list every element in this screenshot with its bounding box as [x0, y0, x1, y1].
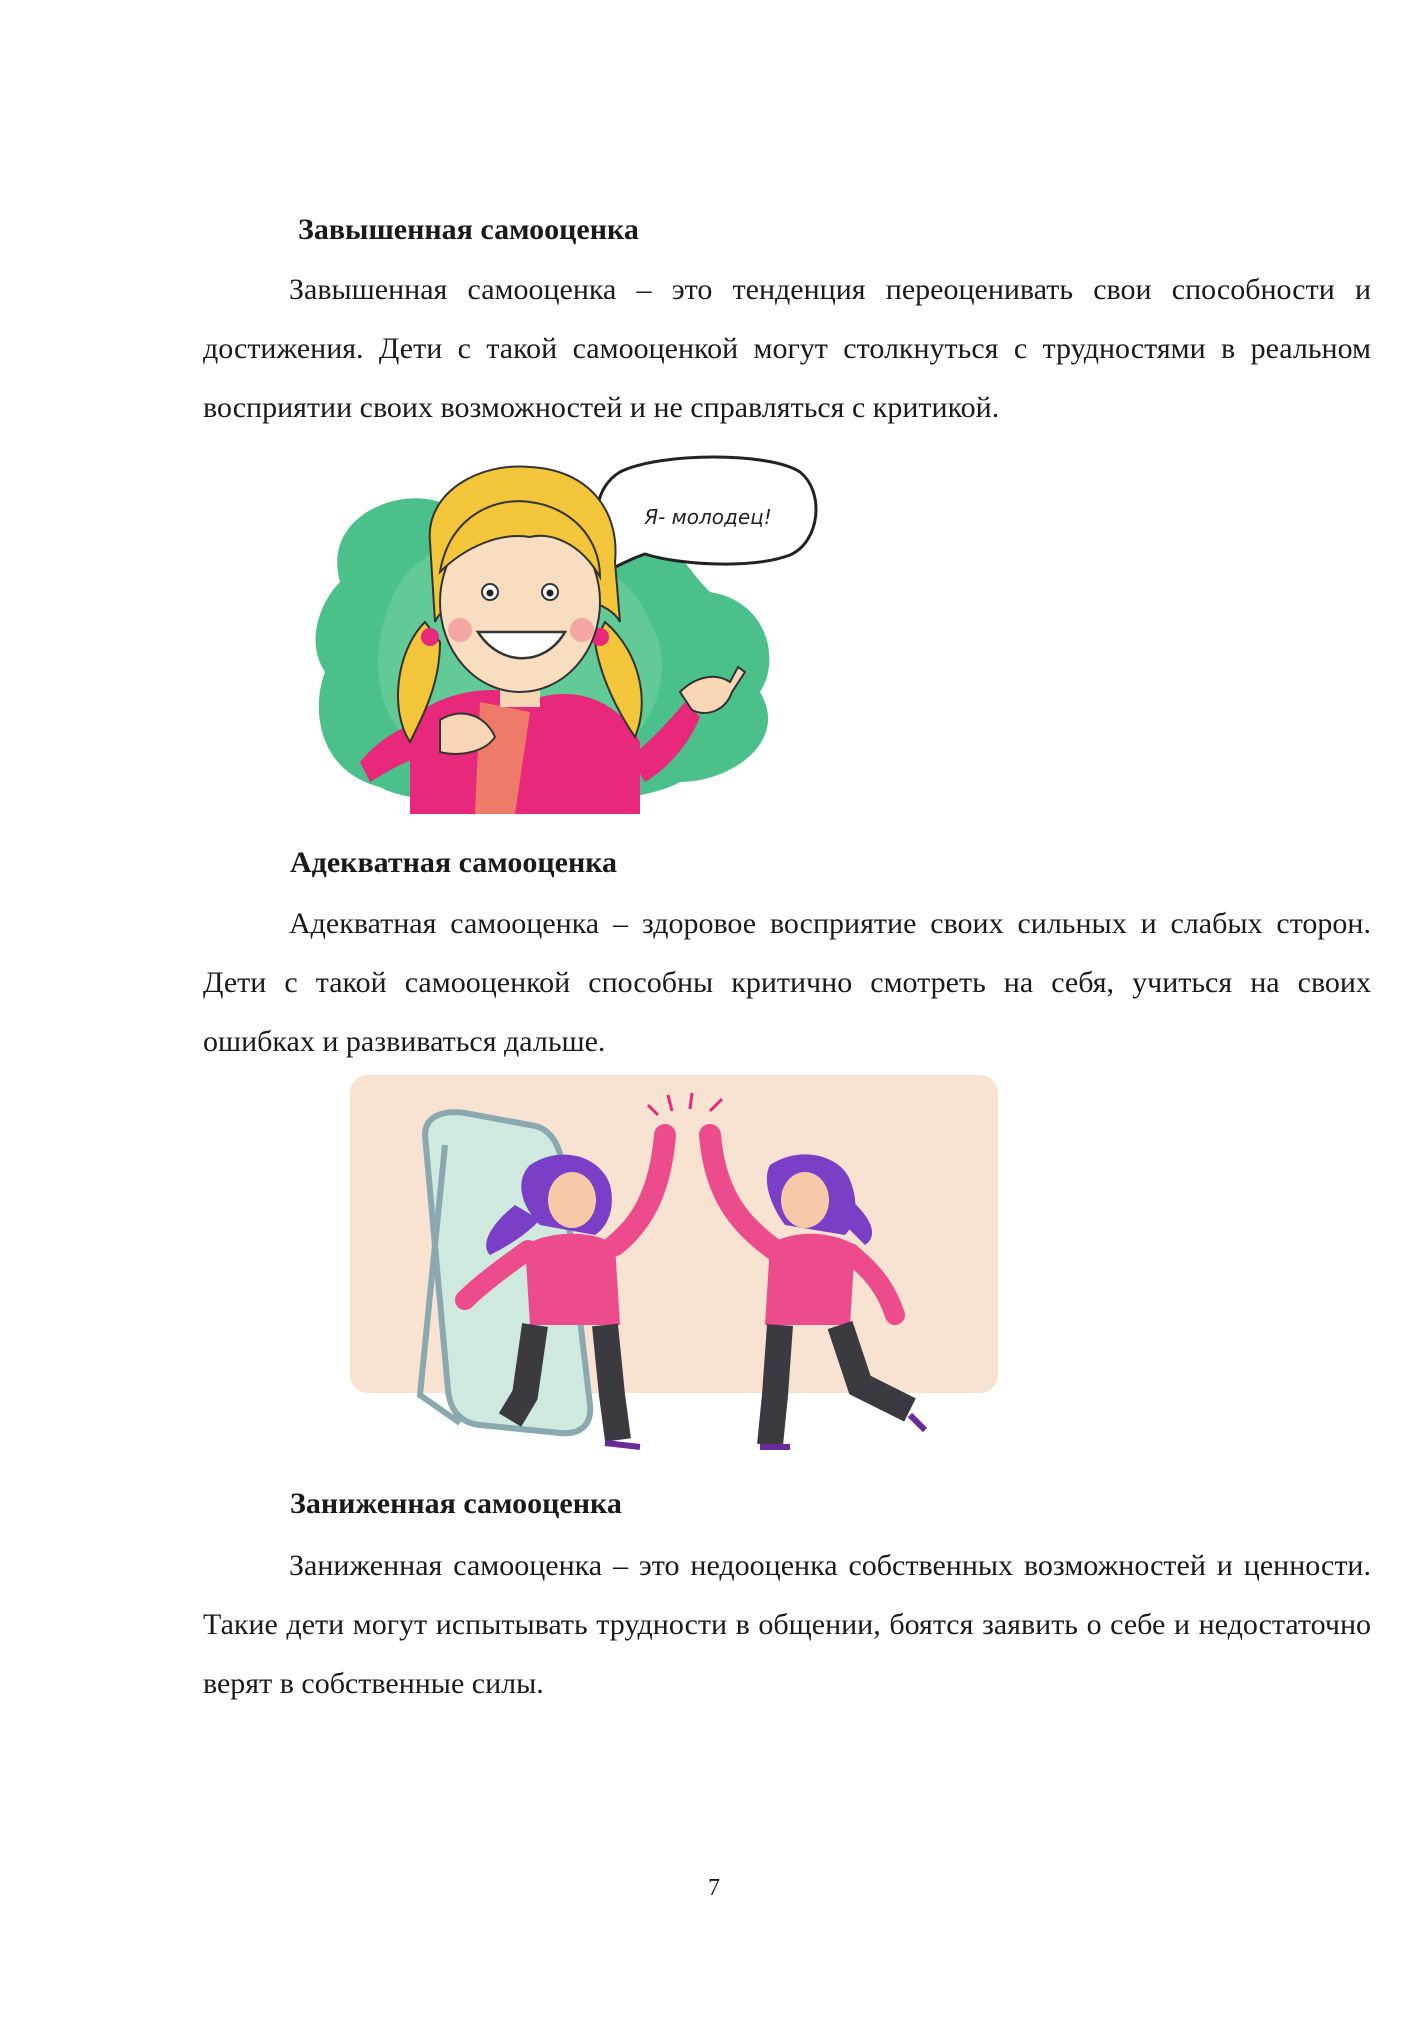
- girl-high-five-mirror-illustration: [350, 1075, 1000, 1455]
- heading-inflated-self-esteem: Завышенная самооценка: [298, 213, 639, 246]
- paragraph-low-self-esteem: [203, 1536, 1371, 1713]
- paragraph-adequate-self-esteem: [203, 894, 1371, 1071]
- paragraph-inflated-self-esteem: [203, 260, 1371, 437]
- paragraph-text: Заниженная самооценка – это недооценка собственных возможностей и ценности. Такие дети могут испытывать трудности в общении, боятся заявить о себе и недостаточно верят в собственные силы.: [203, 1549, 1371, 1700]
- page-number: 7: [708, 1875, 720, 1901]
- heading-low-self-esteem: Заниженная самооценка: [290, 1487, 622, 1520]
- paragraph-text: Завышенная самооценка – это тенденция переоценивать свои способности и достижения. Дети с такой самооценкой могут столкнуться с трудностями в реальном восприятии своих возможностей и не справляться с критикой.: [203, 273, 1371, 424]
- speech-bubble: [585, 457, 816, 582]
- girl-praising-herself-illustration: [300, 452, 820, 814]
- speech-bubble-text: Я- молодец!: [644, 505, 772, 529]
- paragraph-text: Адекватная самооценка – здоровое восприятие своих сильных и слабых сторон. Дети с такой самооценкой способны критично смотреть на себя, учиться на своих ошибках и развиваться дальше.: [203, 907, 1371, 1058]
- heading-adequate-self-esteem: Адекватная самооценка: [290, 846, 618, 879]
